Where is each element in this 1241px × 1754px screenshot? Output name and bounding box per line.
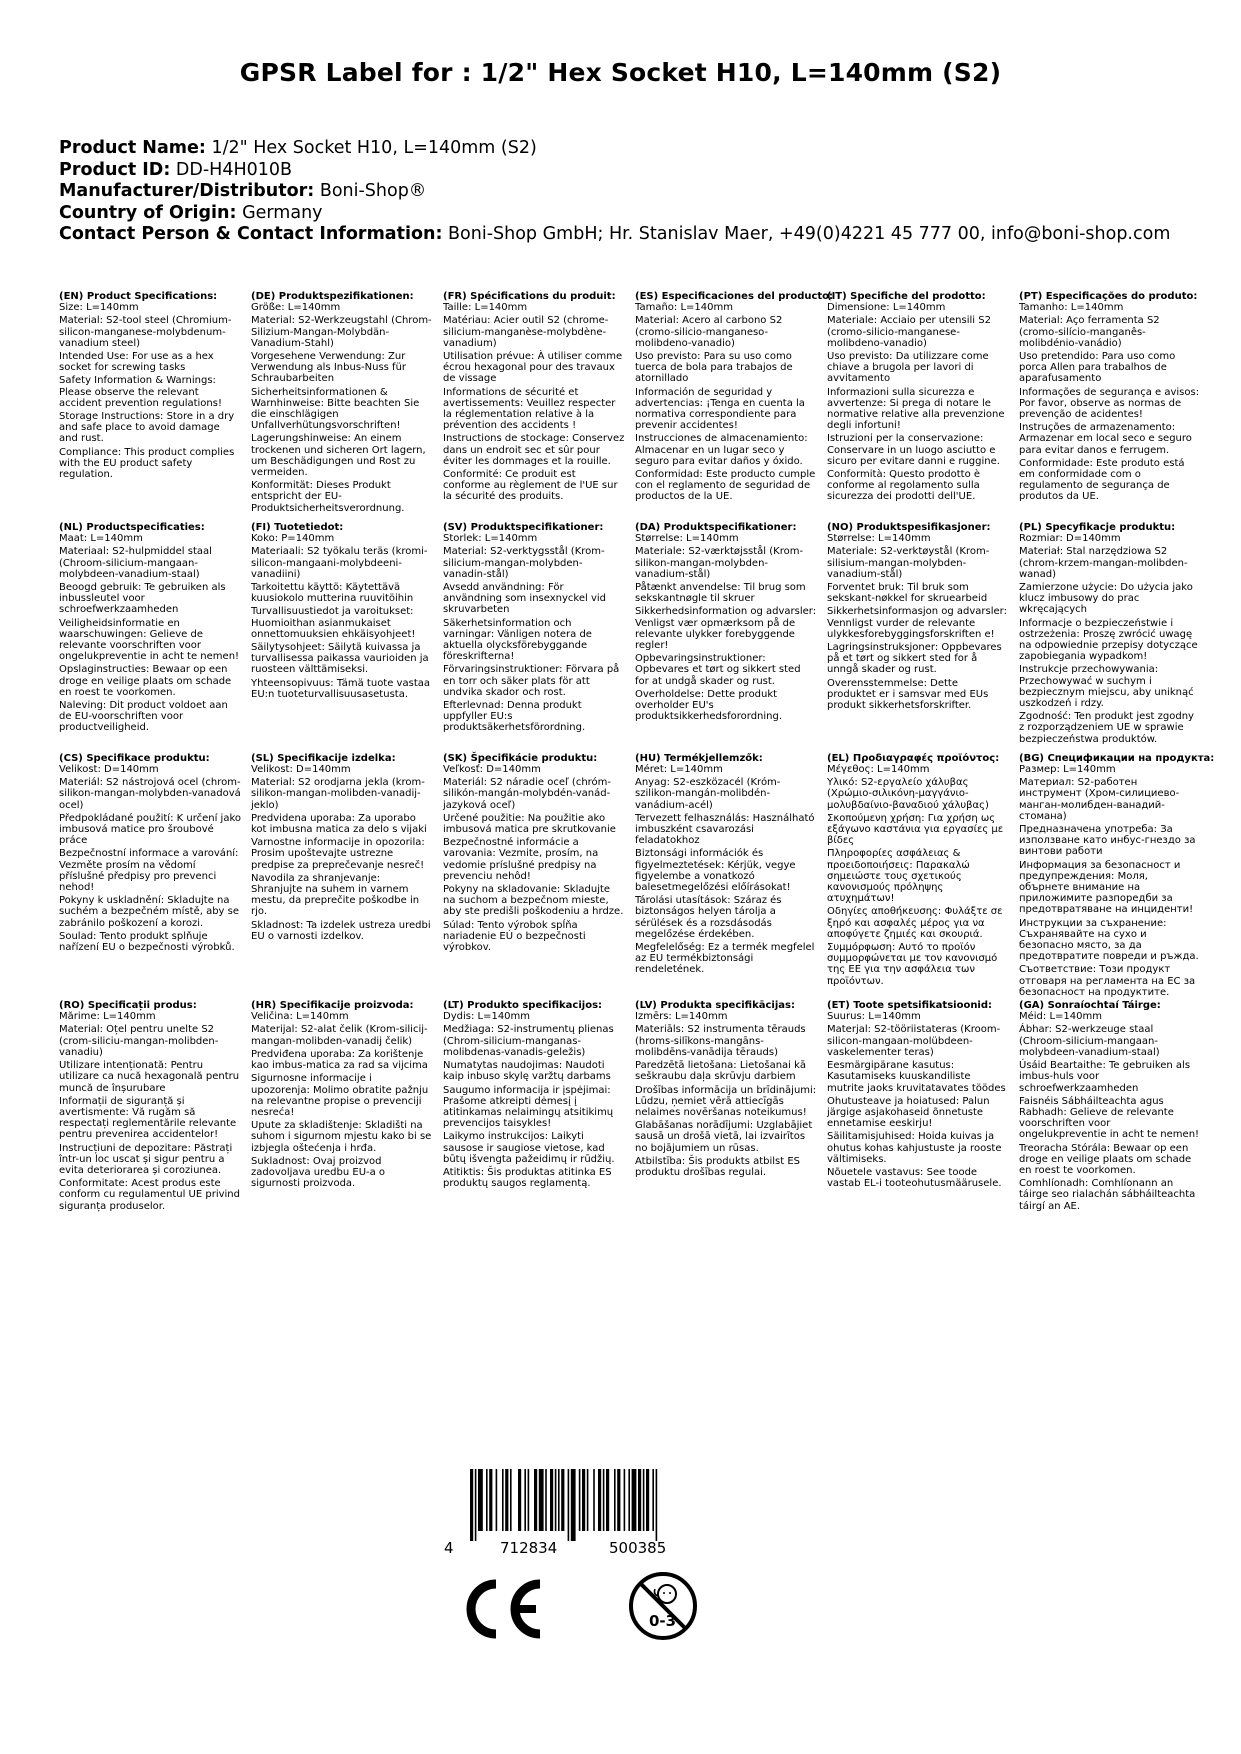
spec-line: Predvidena uporaba: Za uporabo kot imbusna matica za delo s vijaki: [251, 812, 427, 836]
page-title: GPSR Label for : 1/2" Hex Socket H10, L=140mm (S2): [239, 58, 1002, 87]
info-value: Germany: [242, 202, 323, 223]
spec-line: Opbevaringsinstruktioner: Opbevares et tørt og sikkert sted for at undgå skader og rust.: [635, 653, 801, 687]
spec-line: Material: S2-tool steel (Chromium-silicon-manganese-molybdenum-vanadium steel): [59, 315, 232, 349]
spec-line: Informações de segurança e avisos: Por favor, observe as normas de prevenção de acidentes!: [1019, 386, 1200, 421]
spec-line: Instrukcje przechowywania: Przechowywać w suchym i bezpiecznym miejscu, aby uniknąć uszkodzeń i rdzy.: [1019, 664, 1194, 709]
spec-line: Säilitamisjuhised: Hoida kuivas ja ohutus kohas kahjustuste ja rooste vältimiseks.: [827, 1131, 1002, 1165]
not-for-children-0-3-icon: [627, 1570, 699, 1642]
spec-line: Påtænkt anvendelse: Til brug som sekskantnøgle til skruer: [635, 581, 806, 605]
spec-line: Laikymo instrukcijos: Laikyti sausose ir saugiose vietose, kad būtų išvengta pažeidimų ir rūdžių.: [443, 1131, 615, 1165]
spec-block-title: (FI) Tuotetiedot:: [251, 521, 344, 533]
spec-line: Saugumo informacija ir įspėjimai: Prašome atkreipti dėmesį į atitinkamas nelaimingų atsitikimų prevencijos taisykles!: [443, 1084, 614, 1130]
spec-line: Информация за безопасност и предупреждения: Моля, обърнете внимание на приложимите разпоредби за предотвратяване на инциденти!: [1019, 859, 1194, 916]
spec-line: Navodila za shranjevanje: Shranjujte na suhem in varnem mestu, da preprečite poškodbe in rjo.: [251, 872, 420, 918]
spec-line: Yhteensopivuus: Tämä tuote vastaa EU:n tuoteturvallisuusasetusta.: [251, 677, 430, 700]
spec-line: Veličina: L=140mm: [251, 1011, 349, 1023]
barcode-bar: [638, 1469, 641, 1531]
spec-block: [251, 522, 441, 753]
spec-line: Instructions de stockage: Conservez dans un endroit sec et sûr pour éviter les dommages et la rouille.: [443, 433, 625, 467]
spec-line: Opslaginstructies: Bewaar op een droge en veilige plaats om schade en roest te voorkomen.: [59, 664, 232, 698]
spec-line: Velikost: D=140mm: [59, 764, 159, 776]
spec-line: Material: Aço ferramenta S2 (cromo-silício-manganês-molibdénio-vanádio): [1019, 315, 1160, 349]
barcode-bar: [568, 1469, 570, 1541]
spec-line: Overholdelse: Dette produkt overholder EU's produktsikkerhedsforordning.: [635, 688, 783, 723]
spec-block-title: (LT) Produkto specifikacijos:: [443, 1000, 603, 1012]
spec-line: Atbilstība: Šis produkts atbilst ES produktu drošības regulai.: [635, 1155, 801, 1178]
spec-line: Skladnost: Ta izdelek ustreza uredbi EU o varnosti izdelkov.: [251, 919, 431, 942]
spec-line: Úsáid Beartaithe: Te gebruiken als imbus-huls voor schroefwerkzaamheden: [1019, 1060, 1191, 1094]
spec-line: Informations de sécurité et avertissements: Veuillez respecter la réglementation relative à la prévention des accidents !: [443, 386, 616, 432]
barcode-bar: [628, 1469, 630, 1531]
spec-line: Ohutusteave ja hoiatused: Palun järgige asjakohaseid õnnetuste ennetamise eeskirju!: [827, 1095, 990, 1130]
spec-line: Tervezett felhasználás: Használható imbuszként csavarozási feladatokhoz: [635, 812, 815, 847]
spec-line: Säkerhetsinformation och varningar: Vänligen notera de aktuella olycksförebyggande föreskrifterna!: [443, 617, 592, 663]
barcode-bar: [486, 1469, 488, 1531]
spec-block: [635, 522, 825, 753]
spec-line: Matériau: Acier outil S2 (chrome-silicium-manganèse-molybdène-vanadium): [443, 315, 609, 349]
spec-line: Tamaño: L=140mm: [635, 302, 733, 314]
spec-line: Izmērs: L=140mm: [635, 1011, 728, 1023]
barcode-bar: [524, 1469, 526, 1531]
info-key: Product Name:: [59, 138, 206, 158]
spec-line: Safety Information & Warnings: Please observe the relevant accident prevention regulations!: [59, 375, 222, 409]
spec-line: Storlek: L=140mm: [443, 533, 538, 545]
info-key: Manufacturer/Distributor:: [59, 181, 315, 201]
spec-line: Súlad: Tento výrobok spĺňa nariadenie EÚ o bezpečnosti výrobkov.: [443, 919, 586, 954]
spec-block: [443, 522, 633, 753]
info-row: [59, 138, 1170, 160]
spec-line: Koko: P=140mm: [251, 533, 335, 545]
barcode-bar: [582, 1469, 585, 1531]
spec-line: Instrucțiuni de depozitare: Păstrați într-un loc uscat și sigur pentru a evita deteriorarea și coroziunea.: [59, 1142, 233, 1176]
spec-line: Pokyny na skladovanie: Skladujte na suchom a bezpečnom mieste, aby ste predišli poškodeniu a hrdze.: [443, 884, 624, 918]
spec-block: [1019, 752, 1215, 1000]
barcode-bar: [652, 1469, 654, 1531]
spec-line: Säilytysohjeet: Säilytä kuivassa ja turvallisessa paikassa vaurioiden ja ruosteen välttämiseksi.: [251, 641, 429, 676]
spec-line: Uso previsto: Para su uso como tuerca de bola para trabajos de atornillado: [635, 351, 793, 385]
spec-line: Material: S2-Werkzeugstahl (Chrom-Silizium-Mangan-Molybdän-Vanadium-Stahl): [251, 315, 432, 349]
barcode-digits-right: 500385: [609, 1539, 667, 1557]
spec-line: Material: S2-verktygsstål (Krom-silicium-mangan-molybden-vanadin-stål): [443, 546, 605, 580]
spec-line: Beoogd gebruik: Te gebruiken als inbussleutel voor schroefwerkzaamheden: [59, 581, 226, 616]
spec-block-title: (HR) Specifikacije proizvoda:: [251, 1000, 414, 1012]
spec-line: Συμμόρφωση: Αυτό το προϊόν συμμορφώνεται με τον κανονισμό της ΕΕ για την ασφάλεια των προϊόντων.: [827, 942, 998, 987]
spec-block: [251, 291, 441, 522]
spec-line: Maat: L=140mm: [59, 533, 143, 545]
info-row: [59, 160, 1170, 182]
spec-line: Instrucciones de almacenamiento: Almacenar en un lugar seco y seguro para evitar daños y óxido.: [635, 433, 808, 467]
spec-line: Sigurnosne informacije i upozorenja: Molimo obratite pažnju na relevantne propise o prevenciji nesreća!: [251, 1073, 429, 1118]
spec-line: Tarkoitettu käyttö: Käytettävä kuusiokolo mutterina ruuvitöihin: [251, 581, 414, 605]
spec-line: Conformidade: Este produto está em conformidade com o regulamento de segurança de produtos da UE.: [1019, 457, 1185, 503]
spec-line: Suurus: L=140mm: [827, 1011, 921, 1023]
barcode-bar: [558, 1469, 560, 1531]
spec-block: [827, 1000, 1017, 1231]
spec-line: Turvallisuustiedot ja varoitukset: Huomioithan asianmukaiset onnettomuuksien ehkäisyohjeet!: [251, 606, 416, 640]
spec-block-title: (PL) Specyfikacje produktu:: [1019, 521, 1176, 533]
barcode-bar: [539, 1469, 544, 1531]
spec-line: Forventet bruk: Til bruk som sekskant-nøkkel for skruearbeid: [827, 581, 988, 605]
spec-line: Informacje o bezpieczeństwie i ostrzeżenia: Proszę zwrócić uwagę na odpowiednie przepisy dotyczące zapobiegania wypadkom!: [1019, 617, 1198, 663]
spec-line: Overensstemmelse: Dette produktet er i samsvar med EUs produkt sikkerhetsforskrifter.: [827, 677, 989, 711]
barcode-bar: [478, 1469, 483, 1531]
spec-line: Medžiaga: S2-instrumentų plienas (Chrom-silicium-manganas-molibdenas-vanadis-geležis): [443, 1024, 614, 1058]
spec-line: Størrelse: L=140mm: [827, 533, 931, 545]
spec-line: Conformité: Ce produit est conforme au règlement de l'UE sur la sécurité des produits.: [443, 469, 618, 503]
spec-line: Ábhar: S2-werkzeuge staal (Chroom-silicium-mangaan-molybdeen-vanadium-staal): [1019, 1024, 1160, 1058]
spec-block: [443, 291, 633, 522]
barcode-bar: [656, 1469, 658, 1541]
barcode-bar: [550, 1469, 553, 1531]
spec-block: [59, 1000, 249, 1231]
barcode-bar: [470, 1469, 473, 1541]
spec-line: Dydis: L=140mm: [443, 1011, 531, 1023]
spec-line: Varnostne informacije in opozorila: Prosim upoštevajte ustrezne predpise za preprečevanje nesreč!: [251, 837, 425, 871]
spec-line: Předpokládané použití: K určení jako imbusová matice pro šroubové práce: [59, 812, 242, 847]
spec-line: Material: S2 orodjarna jekla (krom-silikon-mangan-molibden-vanadij-jeklo): [251, 777, 425, 811]
spec-block: [635, 753, 825, 1000]
spec-line: Pokyny k uskladnění: Skladujte na suchém a bezpečném místě, aby se zabránilo poškození a korozi.: [59, 895, 240, 929]
spec-line: Instruções de armazenamento: Armazenar em local seco e seguro para evitar danos e ferrugem.: [1019, 422, 1192, 456]
spec-line: Istruzioni per la conservazione: Conservare in un luogo asciutto e sicuro per evitare danni e ruggine.: [827, 433, 1000, 467]
spec-line: Naleving: Dit product voldoet aan de EU-voorschriften voor productveiligheid.: [59, 699, 228, 734]
info-value: Boni-Shop GmbH; Hr. Stanislav Maer, +49(0)4221 45 777 00, info@boni-shop.com: [448, 224, 1171, 244]
barcode-bar: [505, 1469, 508, 1531]
spec-line: Material: Oțel pentru unelte S2 (crom-siliciu-mangan-molibden-vanadiu): [59, 1024, 219, 1058]
spec-line: Materiāls: S2 instrumenta tērauds (hroms-silīkons-mangāns-molibdēns-vanādija tērauds): [635, 1024, 806, 1058]
spec-block-title: (LV) Produkta specifikācijas:: [635, 1000, 795, 1012]
spec-line: Glabāšanas norādījumi: Uzglabājiet sausā un drošā vietā, lai izvairītos no bojājumiem un rūsas.: [635, 1120, 813, 1154]
spec-line: Informazioni sulla sicurezza e avvertenze: Si prega di notare le normative relative alla prevenzione degli infortuni!: [827, 386, 1005, 432]
spec-line: Taille: L=140mm: [443, 302, 528, 314]
spec-line: Conformitate: Acest produs este conform cu regulamentul UE privind siguranța produselor.: [59, 1178, 240, 1212]
spec-line: Materiaali: S2 työkalu teräs (kromi-silicon-mangaani-molybdeeni-vanadiini): [251, 546, 428, 580]
barcode-bar: [603, 1469, 605, 1531]
spec-line: Tamanho: L=140mm: [1019, 302, 1124, 314]
spec-line: Predviđena uporaba: Za korištenje kao imbus-matica za rad sa vijcima: [251, 1048, 428, 1072]
barcode-bar: [624, 1469, 626, 1531]
spec-line: Treoracha Stórála: Bewaar op een droge en veilige plaats om schade en roest te voorkomen.: [1019, 1142, 1192, 1176]
age-label: 0-3: [649, 1612, 677, 1630]
spec-line: Mărime: L=140mm: [59, 1011, 156, 1023]
spec-line: Avsedd användning: För användning som insexnyckel vid skruvarbeten: [443, 581, 606, 616]
barcode-bars: [470, 1469, 724, 1541]
spec-line: Uso pretendido: Para uso como porca Allen para trabalhos de aparafusamento: [1019, 351, 1176, 385]
spec-line: Lagringsinstruksjoner: Oppbevares på et tørt og sikkert sted for å unngå skader og rust.: [827, 641, 1002, 676]
barcode-bar: [528, 1469, 530, 1531]
spec-block-title: (RO) Specificații produs:: [59, 1000, 197, 1012]
spec-line: Informații de siguranță și avertismente: Vă rugăm să respectați reglementările relevante pentru prevenirea accidentelor!: [59, 1095, 237, 1141]
spec-line: Размер: L=140mm: [1019, 764, 1116, 776]
spec-block: [1019, 1000, 1209, 1231]
barcode-bar: [606, 1469, 609, 1531]
barcode-bar: [646, 1469, 649, 1531]
spec-block-title: (SL) Specifikacije izdelka:: [251, 752, 396, 764]
spec-line: Drošības informācija un brīdinājumi: Lūdzu, ņemiet vērā attiecīgās nelaimes novēršanas noteikumus!: [635, 1084, 817, 1118]
spec-line: Biztonsági információk és figyelmeztetések: Kérjük, vegye figyelembe a vonatkozó balesetmegelőzési előírásokat!: [635, 848, 796, 894]
spec-block-title: (EN) Product Specifications:: [59, 291, 218, 302]
spec-block: [251, 753, 441, 1000]
spec-block-title: (NL) Productspecificaties:: [59, 521, 205, 533]
spec-block: [1019, 291, 1209, 522]
spec-line: Intended Use: For use as a hex socket for screwing tasks: [59, 351, 214, 374]
spec-line: Lagerungshinweise: An einem trockenen und sicheren Ort lagern, um Beschädigungen und Rost zu vermeiden.: [251, 433, 426, 479]
spec-line: Υλικό: S2-εργαλείο χάλυβας (Χρώμιο-σιλικόνη-μαγγάνιο-μολυβδαίνιο-βαναδιού χάλυβας): [827, 777, 989, 811]
spec-line: Materiał: Stal narzędziowa S2 (chrom-krzem-mangan-molibden-wanad): [1019, 546, 1188, 580]
info-value: 1/2" Hex Socket H10, L=140mm (S2): [211, 138, 537, 158]
spec-block-title: (ES) Especificaciones del producto:: [635, 291, 834, 302]
barcode-bar: [555, 1469, 557, 1531]
spec-block: [59, 753, 249, 1000]
spec-line: Dimensione: L=140mm: [827, 302, 946, 314]
spec-line: Utilizare intenționată: Pentru utilizare ca nucă hexagonală pentru muncă de înșurubare: [59, 1060, 240, 1094]
spec-line: Съответствие: Този продукт отговаря на регламента на ЕС за безопасност на продуктите.: [1019, 964, 1196, 998]
spec-block-title: (DA) Produktspecifikationer:: [635, 521, 797, 533]
spec-grid: [59, 291, 1215, 1231]
spec-line: Compliance: This product complies with the EU product safety regulation.: [59, 446, 235, 481]
spec-block: [635, 1000, 825, 1231]
barcode-bar: [545, 1469, 547, 1531]
spec-line: Información de seguridad y advertencias: ¡Tenga en cuenta la normativa correspondiente para prevenir accidentes!: [635, 386, 805, 432]
spec-line: Veiligheidsinformatie en waarschuwingen: Gelieve de relevante voorschriften voor ongelukpreventie in acht te nemen!: [59, 617, 240, 663]
spec-line: Materiale: Acciaio per utensili S2 (cromo-silicio-manganese-molibdeno-vanadio): [827, 315, 991, 349]
barcode-bar: [571, 1469, 576, 1541]
spec-block-title: (NO) Produktspesifikasjoner:: [827, 521, 991, 533]
spec-line: Material: Acero al carbono S2 (cromo-silicio-manganeso-molibdeno-vanadio): [635, 315, 783, 349]
spec-line: Nõuetele vastavus: See toode vastab EL-i tooteohutusmäärusele.: [827, 1166, 1002, 1190]
spec-line: Σκοπούμενη χρήση: Για χρήση ως εξάγωνο καστάνια για εργασίες με βίδες: [827, 812, 1004, 847]
spec-block-title: (BG) Спецификации на продукта:: [1019, 752, 1215, 764]
spec-block: [251, 1000, 441, 1231]
spec-line: Sikkerhetsinformasjon og advarsler: Vennligst vurder de relevante ulykkesforebyggingsforskriften e!: [827, 606, 1007, 640]
spec-line: Sikkerhedsinformation og advarsler: Venligst vær opmærksom på de relevante ulykker forebyggende regler!: [635, 606, 817, 651]
spec-line: Konformität: Dieses Produkt entspricht der EU-Produktsicherheitsverordnung.: [251, 480, 405, 514]
barcode-bar: [579, 1469, 581, 1531]
spec-line: Conformità: Questo prodotto è conforme al regolamento sulla sicurezza dei prodotti dell'UE.: [827, 469, 981, 503]
spec-line: Zamierzone użycie: Do użycia jako klucz imbusowy do prac wkręcających: [1019, 581, 1193, 616]
spec-line: Upute za skladištenje: Skladišti na suhom i sigurnom mjestu kako bi se izbjegla oštećenja i hrđa.: [251, 1120, 432, 1154]
spec-line: Bezpečnostné informácie a varovania: Vezmite, prosím, na vedomie príslušné predpisy na prevenciu nehôd!: [443, 837, 599, 882]
spec-block-title: (HU) Termékjellemzők:: [635, 752, 763, 764]
spec-line: Méret: L=140mm: [635, 764, 723, 776]
spec-block: [827, 753, 1017, 1000]
spec-block-title: (GA) Sonraíochtaí Táirge:: [1019, 1000, 1161, 1012]
spec-line: Bezpečnostní informace a varování: Vezměte prosím na vědomí příslušné předpisy pro prevenci nehod!: [59, 848, 239, 894]
spec-block: [827, 291, 1017, 522]
info-value: Boni-Shop®: [319, 181, 427, 201]
product-info: [59, 138, 1170, 246]
spec-line: Tárolási utasítások: Száraz és biztonságos helyen tárolja a sérülések és a rozsdásodás megelőzése érdekében.: [635, 895, 782, 940]
barcode: [444, 1469, 744, 1561]
spec-line: Οδηγίες αποθήκευσης: Φυλάξτε σε ξηρό και ασφαλές μέρος για να αποφύγετε ζημιές και σκουριά.: [827, 906, 1003, 940]
spec-line: Anyag: S2-eszközacél (Króm-szilikon-mangán-molibdén-vanádium-acél): [635, 777, 781, 811]
spec-line: Sukladnost: Ovaj proizvod zadovoljava uredbu EU-a o sigurnosti proizvoda.: [251, 1155, 386, 1190]
spec-line: Atitiktis: Šis produktas atitinka ES produktų saugos reglamentą.: [443, 1166, 612, 1190]
spec-line: Soulad: Tento produkt splňuje nařízení EU o bezpečnosti výrobků.: [59, 930, 235, 954]
spec-line: Størrelse: L=140mm: [635, 533, 739, 545]
barcode-digits-middle: 712834: [500, 1539, 558, 1557]
spec-line: Velikost: D=140mm: [251, 764, 351, 776]
spec-line: Materiale: S2-værktøjsstål (Krom-silikon-mangan-molybden-vanadium-stål): [635, 546, 804, 580]
barcode-bar: [587, 1469, 589, 1531]
barcode-bar: [518, 1469, 521, 1531]
spec-line: Materiale: S2-verktøystål (Krom-silisium-mangan-molybden-vanadium-stål): [827, 546, 990, 580]
spec-block: [443, 753, 633, 1000]
ce-mark-icon: [456, 1578, 546, 1640]
spec-line: Faisnéis Sábháilteachta agus Rabhadh: Gelieve de relevante voorschriften voor ongelukpreventie in acht te nemen!: [1019, 1095, 1200, 1141]
spec-line: Πληροφορίες ασφάλειας & προειδοποιήσεις: Παρακαλώ σημειώστε τους σχετικούς κανονισμούς πρόληψης ατυχημάτων!: [827, 848, 970, 905]
spec-block: [635, 291, 834, 522]
barcode-bar: [534, 1469, 537, 1531]
spec-block: [59, 522, 249, 753]
spec-line: Veľkosť: D=140mm: [443, 764, 541, 776]
spec-line: Storage Instructions: Store in a dry and safe place to avoid damage and rust.: [59, 411, 235, 445]
spec-line: Utilisation prévue: À utiliser comme écrou hexagonal pour des travaux de vissage: [443, 351, 623, 385]
info-row: [59, 203, 1170, 225]
spec-line: Größe: L=140mm: [251, 302, 341, 314]
spec-line: Eesmärgipärane kasutus: Kasutamiseks kuuskandiliste mutrite jaoks kruvitatavates töödes: [827, 1060, 1006, 1094]
spec-line: Paredzētā lietošana: Lietošanai kā seškraubu daļa skrūvju darbiem: [635, 1060, 807, 1083]
spec-line: Size: L=140mm: [59, 302, 139, 314]
spec-line: Uso previsto: Da utilizzare come chiave a brugola per lavori di avvitamento: [827, 351, 989, 385]
spec-line: Предназначена употреба: За използване като инбус-гнездо за винтови работи: [1019, 824, 1196, 858]
info-row: [59, 181, 1170, 203]
barcode-bar: [489, 1469, 492, 1531]
spec-line: Megfelelőség: Ez a termék megfelel az EU termékbiztonsági rendeletének.: [635, 942, 815, 976]
barcode-bar: [643, 1469, 645, 1531]
barcode-bar: [617, 1469, 620, 1531]
barcode-bar: [510, 1469, 512, 1531]
barcode-bar: [614, 1469, 616, 1531]
spec-line: Μέγεθος: L=140mm: [827, 764, 930, 776]
info-row: [59, 224, 1170, 246]
barcode-bar: [475, 1469, 477, 1541]
spec-block-title: (SV) Produktspecifikationer:: [443, 521, 604, 533]
info-key: Product ID:: [59, 159, 171, 180]
spec-line: Materijal: S2-alat čelik (Krom-silicij-mangan-molibden-vanadij čelik): [251, 1024, 428, 1047]
spec-line: Материал: S2-работен инструмент (Хром-силициево-манган-молибден-ванадий-стомана): [1019, 777, 1180, 822]
barcode-bar: [502, 1469, 504, 1531]
spec-block: [443, 1000, 633, 1231]
spec-line: Conformidad: Este producto cumple con el reglamento de seguridad de productos de la UE.: [635, 469, 816, 503]
spec-line: Zgodność: Ten produkt jest zgodny z rozporządzeniem UE w sprawie bezpieczeństwa produktów.: [1019, 711, 1194, 745]
spec-block: [59, 291, 249, 522]
barcode-digit-left: 4: [444, 1539, 454, 1557]
barcode-bar: [632, 1469, 637, 1531]
spec-line: Materiaal: S2-hulpmiddel staal (Chroom-silicium-mangaan-molybdeen-vanadium-staal): [59, 546, 212, 580]
spec-block-title: (EL) Προδιαγραφές προϊόντος:: [827, 752, 1000, 764]
spec-block-title: (IT) Specifiche del prodotto:: [827, 291, 986, 302]
spec-line: Numatytas naudojimas: Naudoti kaip inbuso skylę varžtų darbams: [443, 1060, 611, 1083]
barcode-bar: [561, 1469, 564, 1531]
spec-line: Förvaringsinstruktioner: Förvara på en torr och säker plats för att undvika skador och rost.: [443, 664, 620, 698]
spec-line: Comhlíonadh: Comhlíonann an táirge seo rialachán sábháilteachta táirgí an AE.: [1019, 1178, 1196, 1212]
spec-block-title: (SK) Špecifikácie produktu:: [443, 752, 598, 764]
spec-block-title: (PT) Especificações do produto:: [1019, 291, 1198, 302]
info-key: Country of Origin:: [59, 202, 237, 223]
info-value: DD-H4H010B: [175, 159, 293, 180]
spec-block-title: (CS) Specifikace produktu:: [59, 752, 210, 764]
barcode-bar: [593, 1469, 595, 1531]
spec-line: Vorgesehene Verwendung: Zur Verwendung als Inbus-Nuss für Schraubarbeiten: [251, 351, 407, 385]
spec-line: Určené použitie: Na použitie ako imbusová matica pre skrutkovanie: [443, 812, 616, 836]
barcode-bar: [496, 1469, 498, 1531]
spec-block: [1019, 522, 1209, 753]
spec-line: Efterlevnad: Denna produkt uppfyller EU:s produktsäkerhetsförordning.: [443, 699, 586, 734]
spec-line: Méid: L=140mm: [1019, 1011, 1102, 1023]
spec-line: Materiál: S2 náradie oceľ (chróm-silikón-mangán-molybdén-vanád-jazyková oceľ): [443, 777, 612, 811]
spec-block-title: (FR) Spécifications du produit:: [443, 291, 616, 302]
spec-line: Rozmiar: D=140mm: [1019, 533, 1121, 545]
spec-block-title: (ET) Toote spetsifikatsioonid:: [827, 1000, 993, 1012]
barcode-bar: [598, 1469, 601, 1531]
spec-block: [827, 522, 1017, 753]
spec-line: Sicherheitsinformationen & Warnhinweise: Bitte beachten Sie die einschlägigen Unfallverhütungsvorschriften!: [251, 386, 420, 432]
spec-line: Materiál: S2 nástrojová ocel (chrom-silikon-mangan-molybden-vanadová ocel): [59, 777, 241, 811]
spec-line: Инструкции за съхранение: Съхранявайте на сухо и безопасно място, за да предотвратите повреди и ръжда.: [1019, 917, 1199, 963]
info-key: Contact Person & Contact Information:: [59, 224, 443, 244]
spec-block-title: (DE) Produktspezifikationen:: [251, 291, 414, 302]
spec-line: Materjal: S2-tööriistateras (Kroom-silicon-mangaan-molübdeen-vaskelementer teras): [827, 1024, 1001, 1058]
